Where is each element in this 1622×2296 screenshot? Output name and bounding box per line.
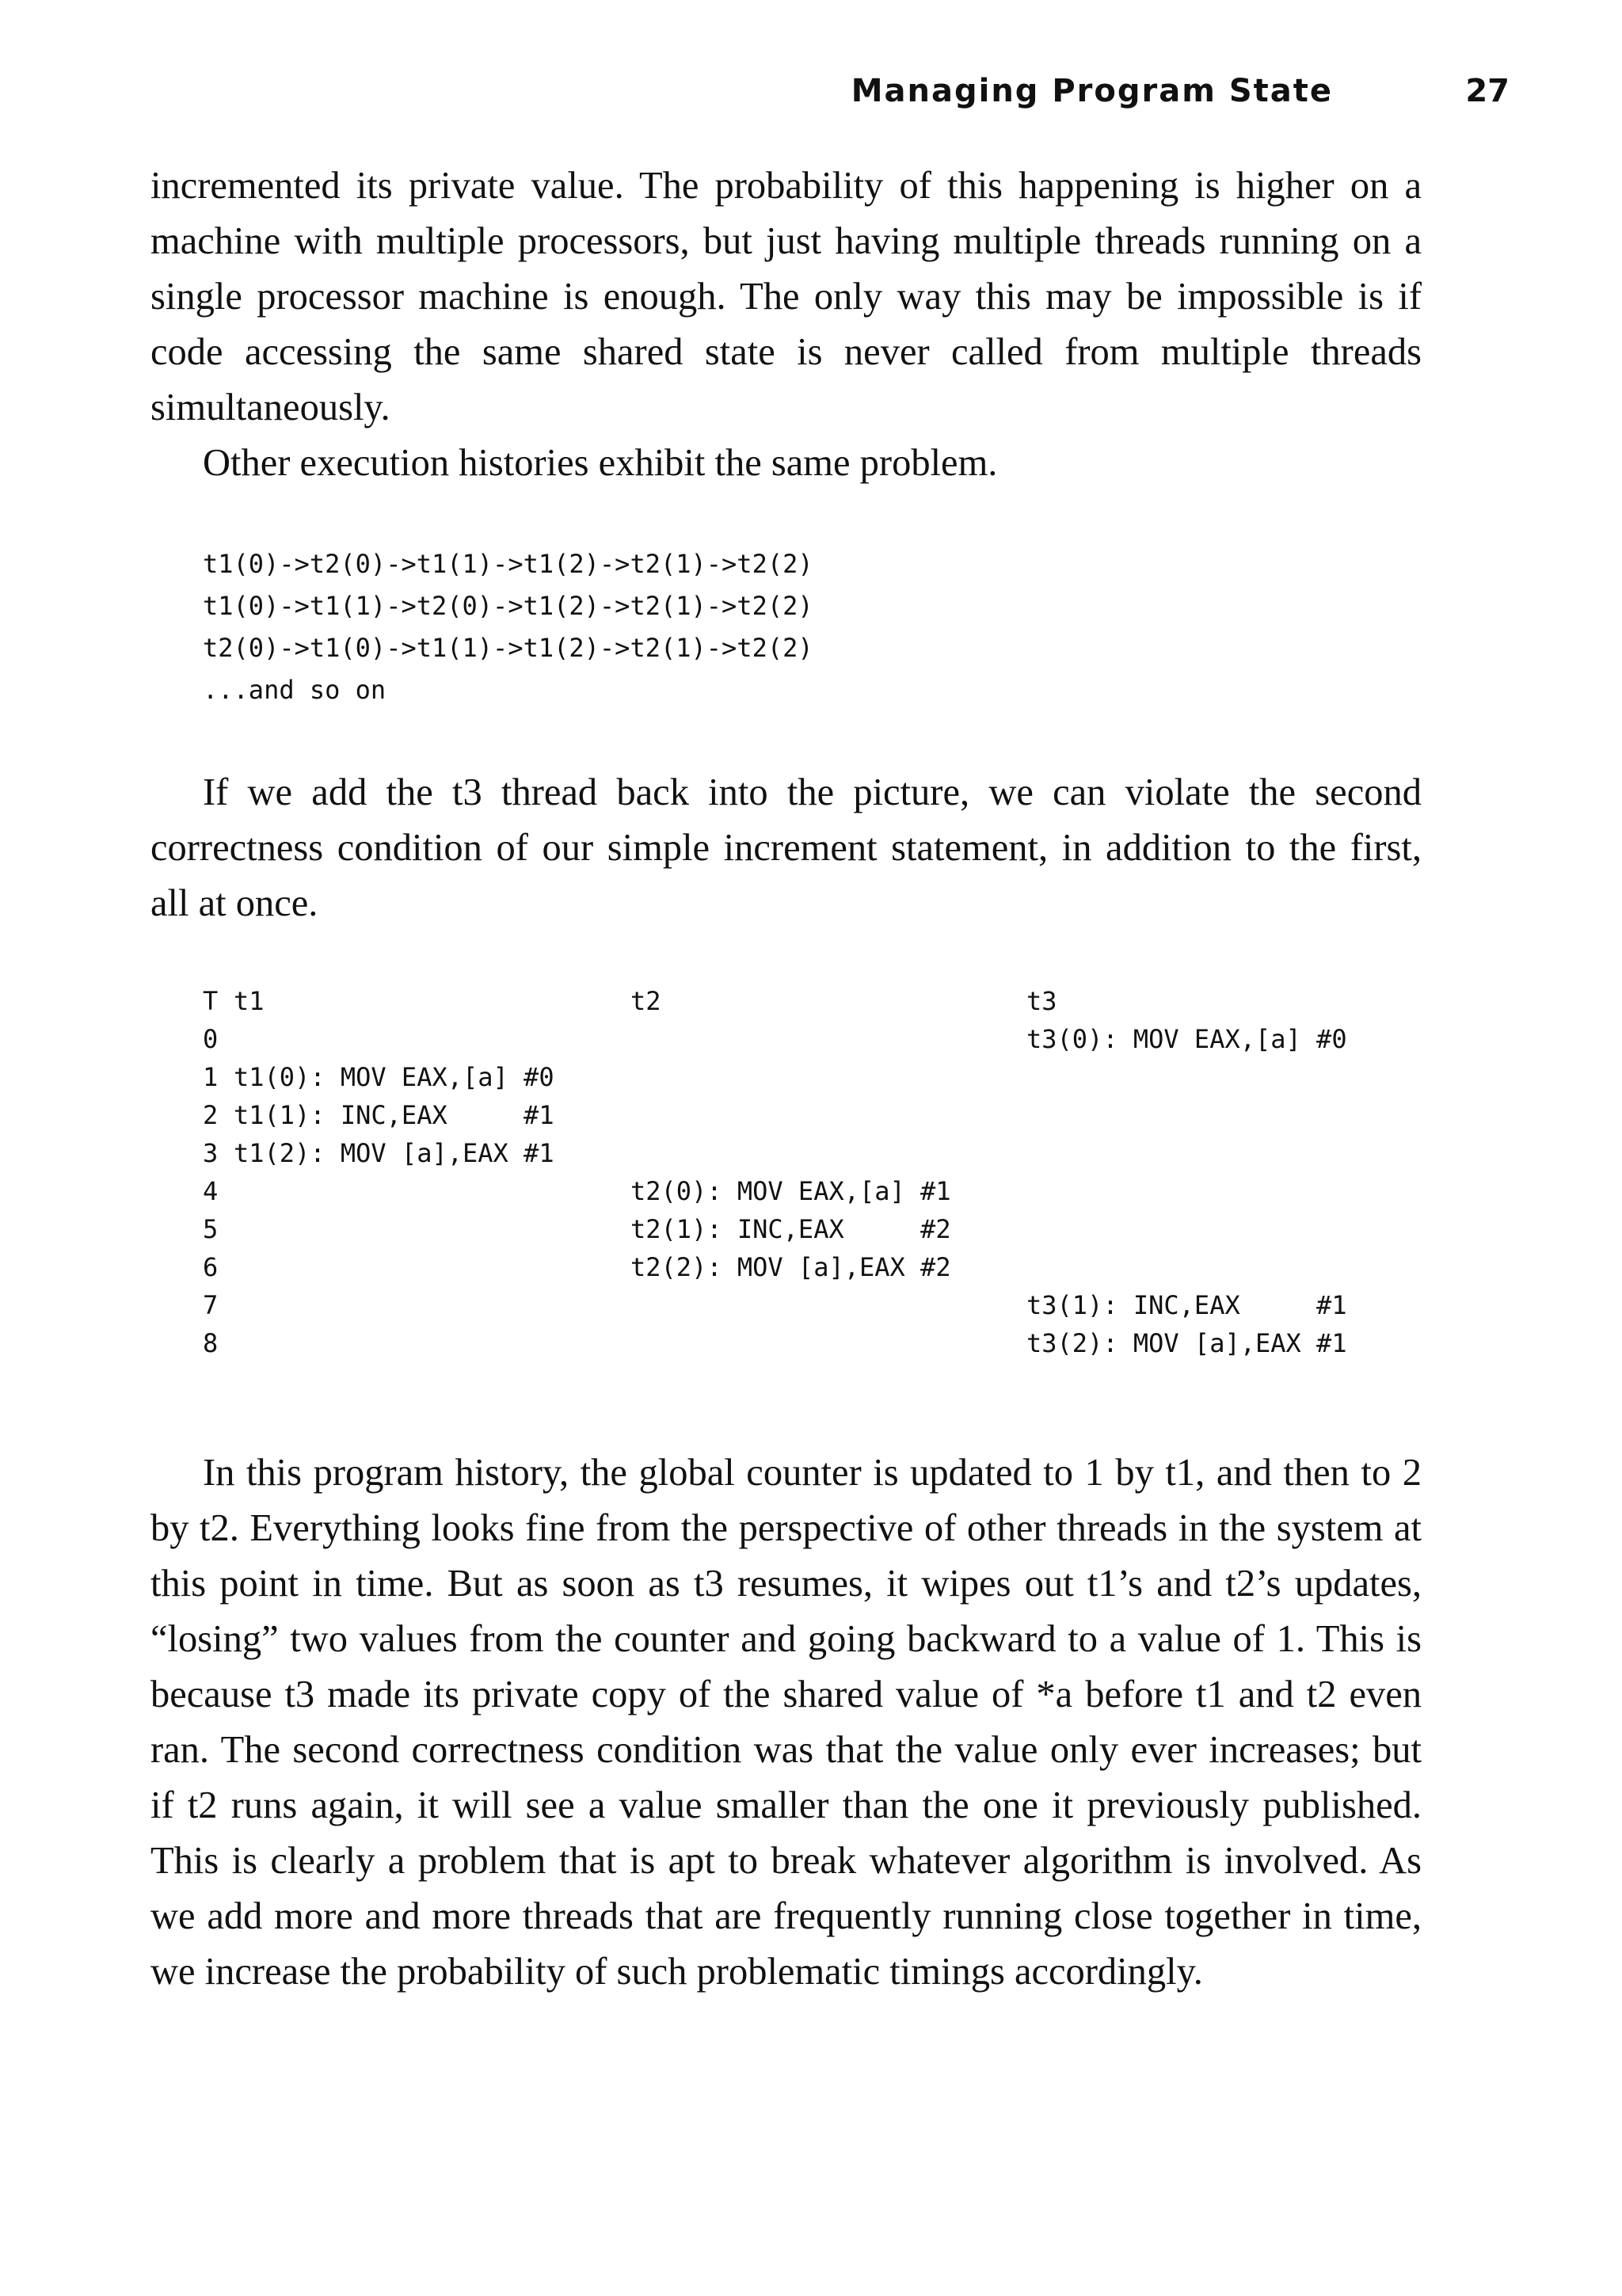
execution-histories-code — [203, 543, 1312, 711]
timeline-row — [203, 1172, 1438, 1210]
timeline-header-row — [203, 982, 1438, 1020]
page-number: 27 — [1465, 73, 1510, 109]
timeline-row — [203, 1248, 1438, 1286]
timeline-row — [203, 1134, 1438, 1172]
timeline-row — [203, 1020, 1438, 1058]
timeline-time: 0 — [203, 1024, 219, 1054]
timeline-row — [203, 1096, 1438, 1134]
timeline-header-t: T — [203, 986, 219, 1016]
running-header — [0, 73, 1622, 117]
timeline-row — [203, 1286, 1438, 1324]
history-line: t1(0)->t2(0)->t1(1)->t1(2)->t2(1)->t2(2) — [203, 549, 813, 579]
timeline-t2-op: t2(2): MOV [a],EAX #2 — [630, 1252, 951, 1282]
history-line: ...and so on — [203, 675, 386, 705]
timeline-header-t1: t1 — [234, 986, 265, 1016]
timeline-t2-op: t2(0): MOV EAX,[a] #1 — [630, 1176, 951, 1206]
timeline-row — [203, 1210, 1438, 1248]
paragraph-2: Other execution histories exhibit the same problem. — [203, 442, 998, 484]
timeline-time: 1 — [203, 1062, 219, 1092]
running-title: Managing Program State — [851, 73, 1333, 109]
timeline-header-t2: t2 — [630, 986, 661, 1016]
timeline-t2-op: t2(1): INC,EAX #2 — [630, 1214, 951, 1244]
timeline-t1-op: t1(1): INC,EAX #1 — [234, 1100, 554, 1130]
timeline-t3-op: t3(1): INC,EAX #1 — [1026, 1290, 1347, 1320]
thread-timeline-table — [203, 982, 1438, 1362]
timeline-time: 7 — [203, 1290, 219, 1320]
timeline-time: 5 — [203, 1214, 219, 1244]
timeline-header-t3: t3 — [1026, 986, 1057, 1016]
timeline-t1-op: t1(0): MOV EAX,[a] #0 — [234, 1062, 554, 1092]
timeline-t3-op: t3(2): MOV [a],EAX #1 — [1026, 1328, 1347, 1358]
timeline-t1-op: t1(2): MOV [a],EAX #1 — [234, 1138, 554, 1168]
timeline-time: 4 — [203, 1176, 219, 1206]
timeline-t3-op: t3(0): MOV EAX,[a] #0 — [1026, 1024, 1347, 1054]
timeline-time: 6 — [203, 1252, 219, 1282]
timeline-time: 2 — [203, 1100, 219, 1130]
paragraph-1: incremented its private value. The probability of this happening is higher on a machine with multiple processors, but just having multiple threads running on a single processor machine is enough. The only way this may be impossible is if code accessing the same shared state is never called from multiple threads simultaneously. — [150, 165, 1422, 428]
paragraph-3: If we add the t3 thread back into the picture, we can violate the second correctness condition of our simple increment statement, in addition to the first, all at once. — [150, 771, 1422, 924]
history-line: t2(0)->t1(0)->t1(1)->t1(2)->t2(1)->t2(2) — [203, 633, 813, 663]
history-line: t1(0)->t1(1)->t2(0)->t1(2)->t2(1)->t2(2) — [203, 591, 813, 621]
timeline-time: 8 — [203, 1328, 219, 1358]
timeline-row — [203, 1324, 1438, 1362]
timeline-row — [203, 1058, 1438, 1096]
timeline-time: 3 — [203, 1138, 219, 1168]
paragraph-4: In this program history, the global counter is updated to 1 by t1, and then to 2 by t2. Everything looks fine from the perspective of other threads in the system at this point in time. But as soon as t3 resumes, it wipes out t1’s and t2’s updates, “losing” two values from the counter and going backward to a value of 1. This is because t3 made its private copy of the shared value of *a before t1 and t2 even ran. The second correctness condition was that the value only ever increases; but if t2 runs again, it will see a value smaller than the one it previously published. This is clearly a problem that is apt to break whatever algorithm is involved. As we add more and more threads that are frequently running close together in time, we increase the probability of such problematic timings accordingly. — [150, 1452, 1422, 1993]
